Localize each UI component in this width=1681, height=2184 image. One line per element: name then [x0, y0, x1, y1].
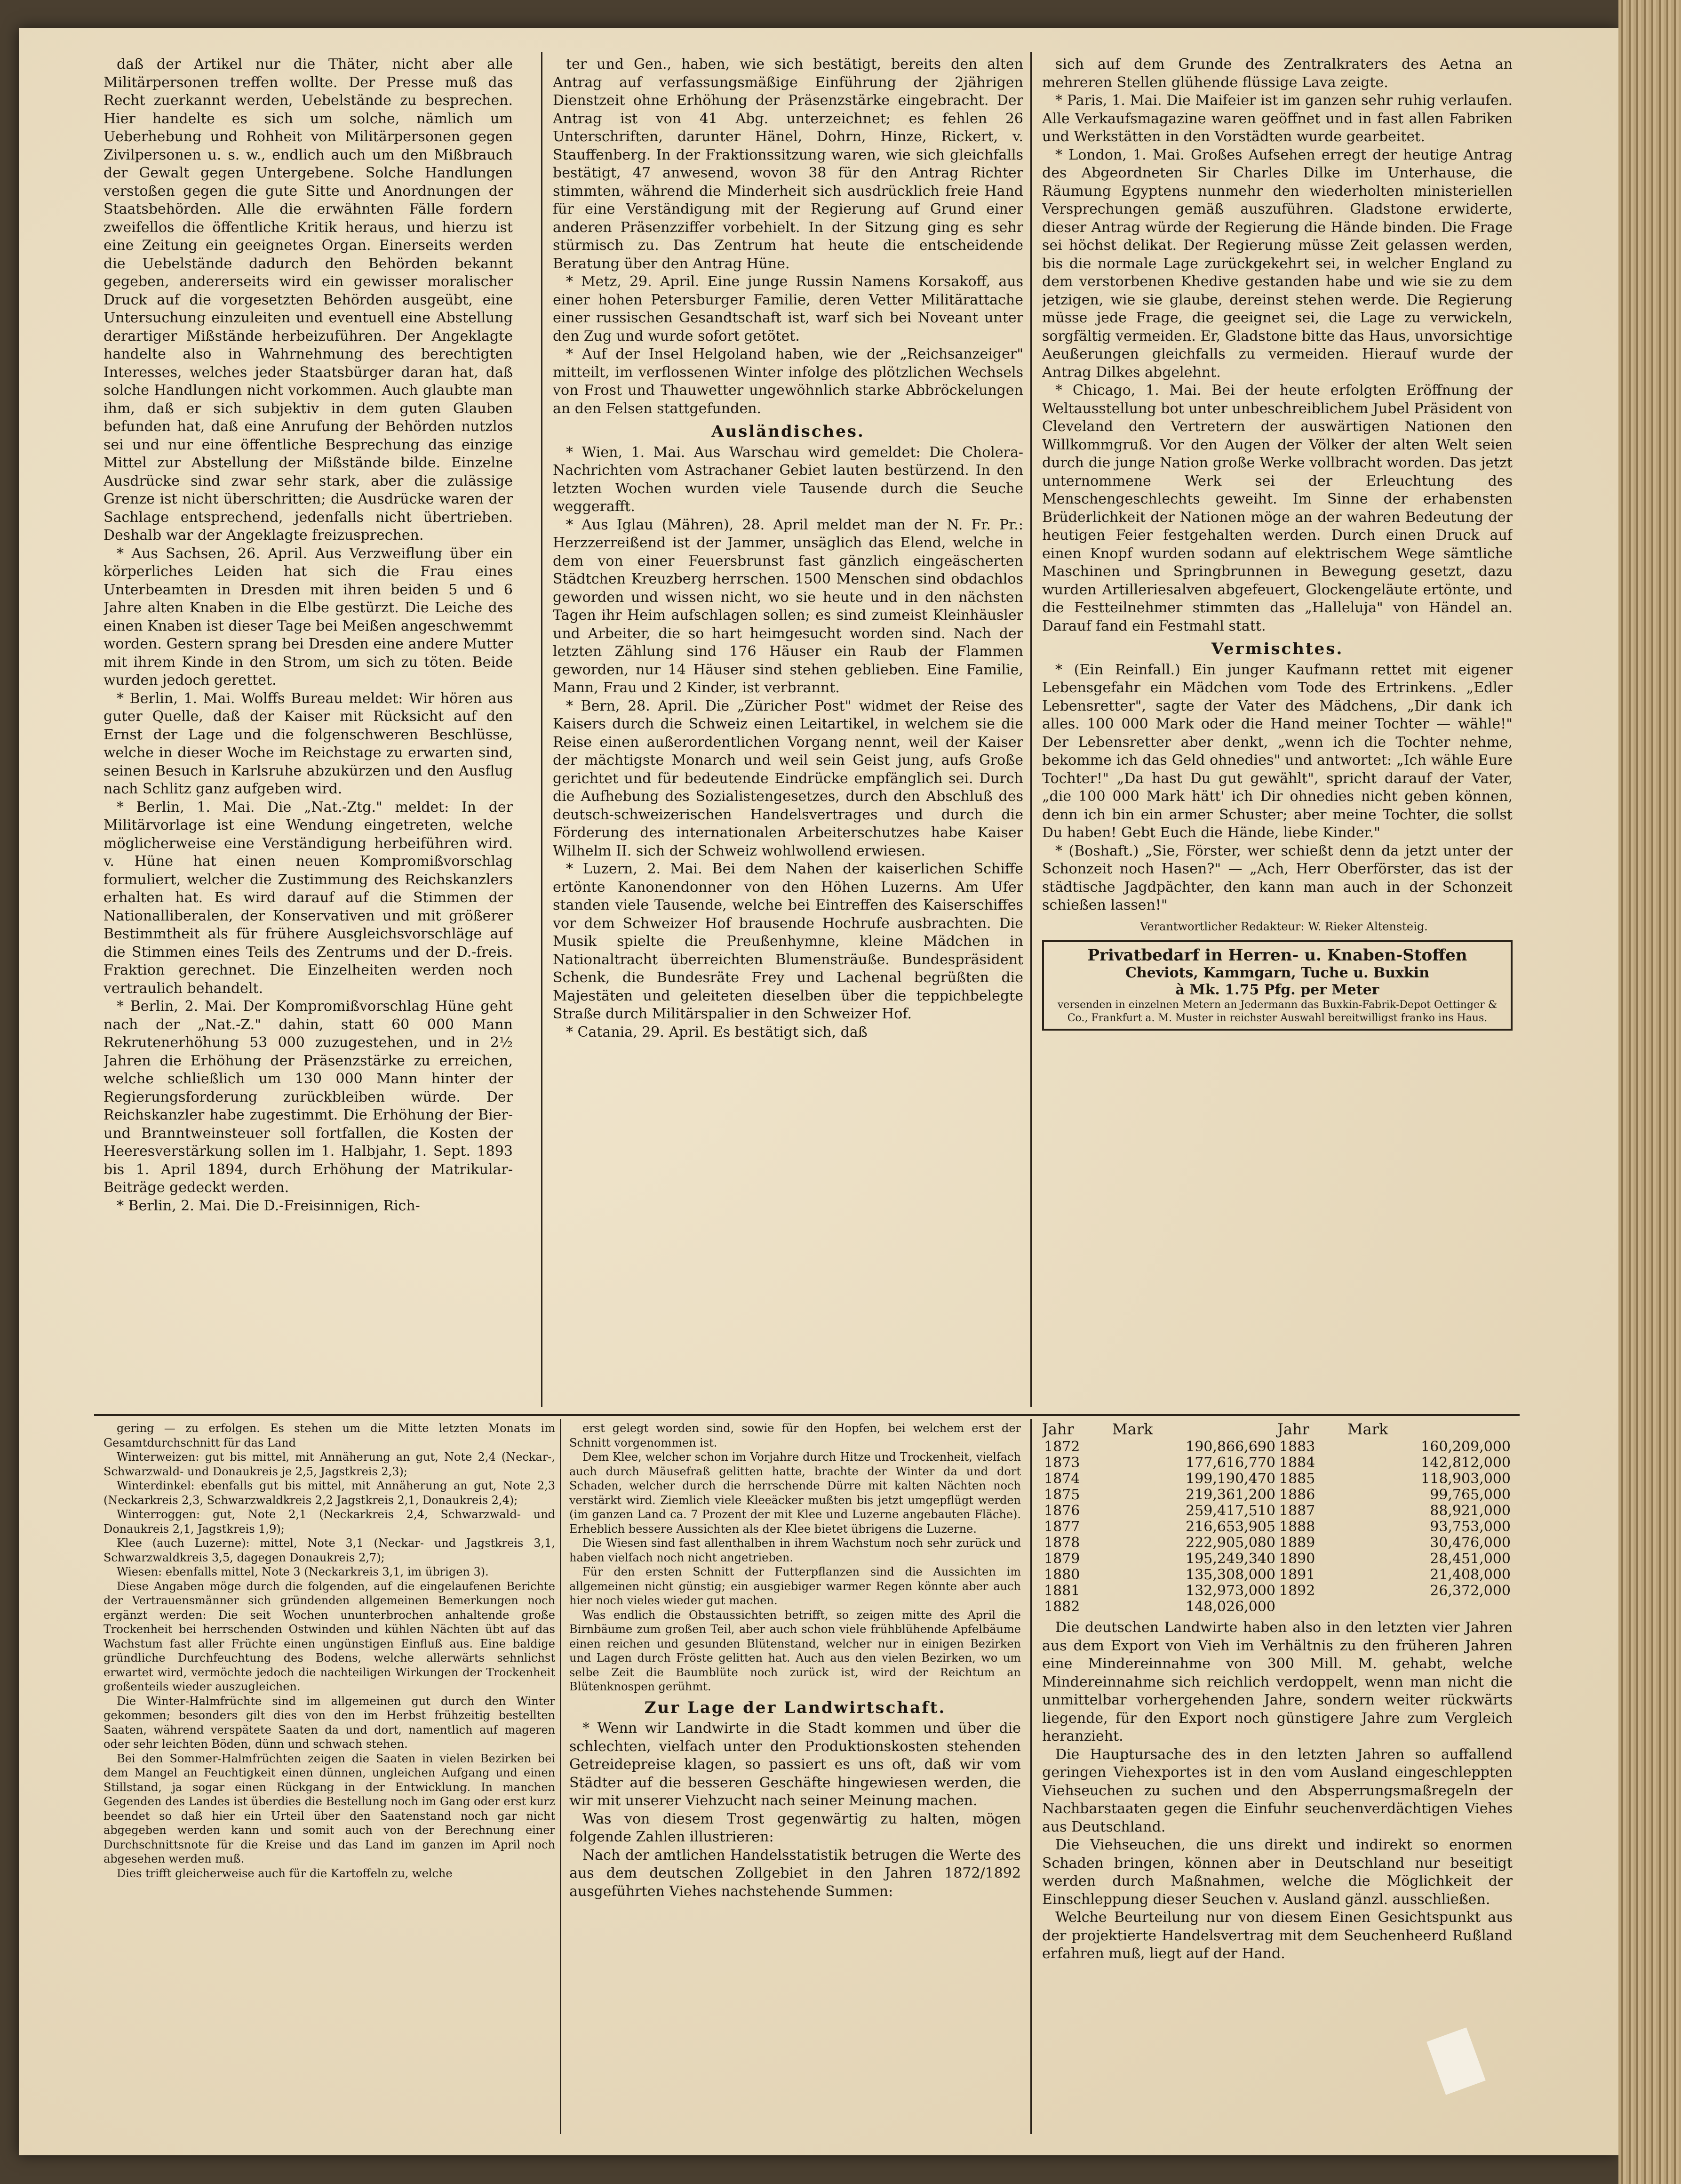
table-header-row — [1042, 1421, 1513, 1439]
table-row — [1042, 1455, 1513, 1471]
article-text: sich auf dem Grunde des Zentralkraters des Aetna an mehreren Stellen glühende flüssige Lava zeigte. — [1042, 56, 1513, 91]
section-heading-agriculture: Zur Lage der Landwirtschaft. — [644, 1698, 946, 1717]
export-table — [1042, 1421, 1513, 1615]
mark-cell: 88,921,000 — [1430, 1503, 1511, 1519]
year-cell: 1889 — [1279, 1535, 1315, 1551]
year-cell: 1883 — [1279, 1439, 1315, 1455]
article-text: Die Viehseuchen, die uns direkt und indirekt so enormen Schaden bringen, können aber in Deutschland nur beseitigt werden durch Maßnahmen, welche die Möglichkeit der Einschleppung dieser Seuchen v. Ausland gänzl. ausschließen. — [1042, 1837, 1513, 1908]
book-edge — [1618, 0, 1681, 2184]
mark-cell: 93,753,000 — [1430, 1519, 1511, 1535]
mark-cell: 26,372,000 — [1430, 1583, 1511, 1599]
newspaper-page — [19, 28, 1618, 2155]
year-cell: 1881 — [1044, 1583, 1080, 1599]
mark-cell: 118,903,000 — [1421, 1471, 1511, 1487]
report-text: Dem Klee, welcher schon im Vorjahre durch Hitze und Trockenheit, vielfach auch durch Mäusefraß gelitten hatte, brachte der Winter da und dort Schaden, welcher durch die herrschende Dürre mit kalten Nächten noch verstärkt wird. Ziemlich viele Kleeäcker mußten bis jetzt umgepflügt werden (im ganzen Land ca. 7 Prozent der mit Klee und Luzerne angebauten Fläche). Erheblich bessere Aussichten als der Klee bietet übrigens die Luzerne. — [569, 1450, 1021, 1536]
section-heading-foreign: Ausländisches. — [711, 422, 865, 441]
year-cell: 1872 — [1044, 1439, 1080, 1455]
ad-subtitle: Cheviots, Kammgarn, Tuche u. Buxkin — [1125, 965, 1429, 981]
article-text: Die deutschen Landwirte haben also in den letzten vier Jahren aus dem Export von Vieh im Verhältnis zu den früheren Jahren eine Mindereinnahme von 300 Mill. M. gehabt, welche Mindereinnahme sich reichlich verdoppelt, wenn man nicht die unmittelbar vorhergehenden Jahre, sondern weiter rückwärts liegende, für den Export noch günstigere Jahre zum Vergleich heranzieht. — [1042, 1619, 1513, 1744]
column-divider — [560, 1419, 561, 2134]
header-year: Jahr — [1042, 1421, 1074, 1438]
article-text: * Luzern, 2. Mai. Bei dem Nahen der kaiserlichen Schiffe ertönte Kanonendonner von den Höhen Luzerns. Am Ufer standen viele Tausende, welche bei Eintreffen des Kaiserschiffes vor dem Schweizer Hof brausende Hochrufe ausbrachten. Die Musik spielte die Preußenhymne, kleine Mädchen in Nationaltracht überreichten Blumensträuße. Bundespräsident Schenk, die Bundesräte Frey und Lachenal begrüßten die Majestäten und geleiteten dieselben über die teppichbelegte Straße durch Militärspalier in den Schweizer Hof. — [553, 861, 1023, 1022]
report-text: Winterweizen: gut bis mittel, mit Annäherung an gut, Note 2,4 (Neckar-, Schwarzwald- und Donaukreis je 2,5, Jagstkreis 2,3); — [104, 1450, 555, 1478]
article-text: * London, 1. Mai. Großes Aufsehen erregt der heutige Antrag des Abgeordneten Sir Charles Dilke im Unterhause, die Räumung Egyptens nunmehr den wiederholten ministeriellen Versprechungen gemäß auszuführen. Gladstone erwiderte, dieser Antrag würde der Regierung die Hände binden. Die Frage sei höchst delikat. Der Regierung müsse Zeit gelassen werden, bis die normale Lage zurückgekehrt sei, in welcher England zu dem verstorbenen Khedive gestanden habe und wie sie zu dem jetzigen, wie sie glaube, dereinst stehen werde. Die Regierung müsse jede Frage, die geeignet sei, die Lage zu verwickeln, sorgfältig vermeiden. Er, Gladstone bitte das Haus, unvorsichtige Aeußerungen gleichfalls zu vermeiden. Hierauf wurde der Antrag Dilkes abgelehnt. — [1042, 146, 1513, 381]
year-cell: 1884 — [1279, 1455, 1315, 1471]
article-text: Was von diesem Trost gegenwärtig zu halten, mögen folgende Zahlen illustrieren: — [569, 1810, 1021, 1845]
mark-cell: 177,616,770 — [1186, 1455, 1275, 1471]
table-row — [1042, 1583, 1513, 1599]
ad-title: Privatbedarf in Herren- u. Knaben-Stoffen — [1087, 946, 1467, 965]
year-cell: 1888 — [1279, 1519, 1315, 1535]
year-cell: 1880 — [1044, 1567, 1080, 1583]
mark-cell: 160,209,000 — [1421, 1439, 1511, 1455]
article-text: daß der Artikel nur die Thäter, nicht aber alle Militärpersonen treffen wollte. Der Presse muß das Recht zuerkannt werden, Uebelstände zu besprechen. Hier handelte es sich um solche, nämlich um Ueberhebung und Rohheit von Militärpersonen gegen Zivilpersonen u. s. w., endlich auch um den Mißbrauch der Gewalt gegen Untergebene. Solche Handlungen verstoßen gegen die gute Sitte und Anordnungen der Staatsbehörden. Alle die erwähnten Fälle fordern zweifellos die öffentliche Kritik heraus, und hierzu ist eine Zeitung ein geeignetes Organ. Einerseits werden die Uebelstände dadurch den Behörden bekannt gegeben, andererseits wird ein gewisser moralischer Druck auf die vorgesetzten Behörden ausgeübt, eine Untersuchung einzuleiten und eventuell eine Abstellung derartiger Mißstände herbeizuführen. Der Angeklagte handelte also in Wahrnehmung des berechtigten Interesses, welches jeder Staatsbürger daran hat, daß solche Handlungen nicht vorkommen. Auch glaubte man ihm, daß er sich subjektiv in dem guten Glauben befunden hat, daß eine Anrufung der Behörden nutzlos sei und nur eine öffentliche Besprechung das einzige Mittel zur Abstellung der Mißstände bilde. Einzelne Ausdrücke sind zwar sehr stark, aber die zulässige Grenze ist nicht überschritten; die Ausdrücke waren der Sachlage entsprechend, jedenfalls nicht übertrieben. Deshalb war der Angeklagte freizusprechen. — [104, 56, 513, 544]
report-text: Winterroggen: gut, Note 2,1 (Neckarkreis 2,4, Schwarzwald- und Donaukreis 2,1, Jagstkreis 1,9); — [104, 1508, 555, 1536]
report-text: Wiesen: ebenfalls mittel, Note 3 (Neckarkreis 3,1, im übrigen 3). — [117, 1565, 489, 1578]
ad-details: versenden in einzelnen Metern an Jedermann das Buxkin-Fabrik-Depot Oettinger & Co., Frankfurt a. M. Muster in reichster Auswahl bereitwilligst franko ins Haus. — [1057, 999, 1498, 1024]
article-text: * Auf der Insel Helgoland haben, wie der „Reichsanzeiger" mitteilt, im verflossenen Winter infolge des plötzlichen Wechsels von Frost und Thauwetter ungewöhnlich starke Abbröckelungen an den Felsen stattgefunden. — [553, 346, 1023, 417]
column-divider — [1030, 52, 1032, 1407]
year-cell: 1875 — [1044, 1487, 1080, 1503]
table-row — [1042, 1439, 1513, 1455]
report-text: Klee (auch Luzerne): mittel, Note 3,1 (Neckar- und Jagstkreis 3,1, Schwarzwaldkreis 3,5, dagegen Donaukreis 2,7); — [104, 1536, 555, 1564]
column-divider — [1030, 1419, 1032, 2134]
year-cell: 1877 — [1044, 1519, 1080, 1535]
year-cell: 1891 — [1279, 1567, 1315, 1583]
article-text: * Wenn wir Landwirte in die Stadt kommen und über die schlechten, vielfach unter den Produktionskosten stehenden Getreidepreise klagen, so passiert es uns oft, daß wir vom Städter auf die besseren Geschäfte hingewiesen werden, die wir mit unserer Viehzucht nach seiner Meinung machen. — [569, 1720, 1021, 1809]
year-cell: 1890 — [1279, 1551, 1315, 1567]
table-row — [1042, 1503, 1513, 1519]
table-row — [1042, 1551, 1513, 1567]
article-text: * Paris, 1. Mai. Die Maifeier ist im ganzen sehr ruhig verlaufen. Alle Verkaufsmagazine waren geöffnet und in fast allen Fabriken und Werkstätten in den Vorstädten wurde gearbeitet. — [1042, 92, 1513, 145]
section-heading-misc: Vermischtes. — [1211, 640, 1344, 658]
header-mark: Mark — [1112, 1421, 1153, 1438]
report-text: erst gelegt worden sind, sowie für den Hopfen, bei welchem erst der Schnitt vorgenommen ist. — [569, 1422, 1021, 1449]
mark-cell: 219,361,200 — [1186, 1487, 1275, 1503]
year-cell — [1277, 1599, 1347, 1615]
article-text: * Wien, 1. Mai. Aus Warschau wird gemeldet: Die Cholera-Nachrichten vom Astrachaner Gebiet lauten bestürzend. In den letzten Wochen wurden viele Tausende durch die Seuche weggerafft. — [553, 444, 1023, 515]
year-cell: 1887 — [1279, 1503, 1315, 1519]
report-text: Dies trifft gleicherweise auch für die Kartoffeln zu, welche — [117, 1866, 453, 1880]
bottom-column-1 — [104, 1421, 555, 2136]
report-text: Bei den Sommer-Halmfrüchten zeigen die Saaten in vielen Bezirken bei dem Mangel an Feuchtigkeit einen dünnen, ungleichen Aufgang und einen Stillstand, ja sogar einen Rückgang in der Entwicklung. In manchen Gegenden des Landes ist überdies die Bestellung noch im Gang oder erst kurz beendet so daß hier ein Urteil über den Saatenstand noch gar nicht abgegeben werden kann und somit auch von der Berechnung einer Durchschnittsnote für die Kreise und das Land im ganzen im April noch abgesehen werden muß. — [104, 1752, 555, 1865]
export-table-body — [1042, 1439, 1513, 1615]
article-text: * (Ein Reinfall.) Ein junger Kaufmann rettet mit eigener Lebensgefahr ein Mädchen vom Tode des Ertrinkens. „Edler Lebensretter", sagte der Vater des Mädchens, „Dir dank ich alles. 100 000 Mark oder die Hand meiner Tochter — wähle!" Der Lebensretter aber denkt, „wenn ich die Tochter nehme, bekomme ich das Geld ohnedies" und antwortet: „Ich wähle Eure Tochter!" „Da hast Du gut gewählt", spricht darauf der Vater, „die 100 000 Mark hätt' ich Dir ohnedies nicht geben können, denn ich bin ein armer Schuster; aber meine Tochter, die sollst Du haben! Gebt Euch die Hände, liebe Kinder." — [1042, 661, 1513, 841]
year-cell: 1873 — [1044, 1455, 1080, 1471]
mark-cell: 222,905,080 — [1186, 1535, 1275, 1551]
mark-cell — [1347, 1599, 1513, 1615]
year-cell: 1876 — [1044, 1503, 1080, 1519]
mark-cell: 190,866,690 — [1186, 1439, 1275, 1455]
article-text: Welche Beurteilung nur von diesem Einen Gesichtspunkt aus der projektierte Handelsvertrag mit dem Seuchenheerd Rußland erfahren muß, liegt auf der Hand. — [1042, 1909, 1513, 1962]
year-cell: 1885 — [1279, 1471, 1315, 1487]
article-text: Nach der amtlichen Handelsstatistik betrugen die Werte des aus dem deutschen Zollgebiet in den Jahren 1872/1892 ausgeführten Viehes nachstehende Summen: — [569, 1847, 1021, 1900]
ad-price: à Mk. 1.75 Pfg. per Meter — [1175, 982, 1379, 998]
mark-cell: 148,026,000 — [1186, 1599, 1275, 1615]
year-cell: 1879 — [1044, 1551, 1080, 1567]
year-cell: 1892 — [1279, 1583, 1315, 1599]
report-text: Die Winter-Halmfrüchte sind im allgemeinen gut durch den Winter gekommen; besonders gilt dies von den im Herbst frühzeitig bestellten Saaten, während verspätete Saaten da und dort, namentlich auf mageren oder sehr leichten Böden, dünn und schwach stehen. — [104, 1694, 555, 1751]
mark-cell: 195,249,340 — [1186, 1551, 1275, 1567]
article-text: * Berlin, 2. Mai. Die D.-Freisinnigen, Rich- — [117, 1197, 420, 1214]
mark-cell: 28,451,000 — [1430, 1551, 1511, 1567]
year-cell: 1874 — [1044, 1471, 1080, 1487]
report-text: Diese Angaben möge durch die folgenden, auf die eingelaufenen Berichte der Vertrauensmänner sich gründenden allgemeinen Bemerkungen noch ergänzt werden: Die seit Wochen ununterbrochen anhaltende große Trockenheit bei herrschenden Ostwinden und kühlen Nächten übt auf das Wachstum fast aller Früchte einen ungünstigen Einfluß aus. Eine baldige gründliche Durchfeuchtung des Bodens, welche allerwärts sehnlichst erwartet wird, vermöchte jedoch die nachteiligen Wirkungen der Trockenheit großenteils wieder auszugleichen. — [104, 1579, 555, 1693]
table-row — [1042, 1567, 1513, 1583]
article-text: * Aus Sachsen, 26. April. Aus Verzweiflung über ein körperliches Leiden hat sich die Frau eines Unterbeamten in Dresden mit ihren beiden 5 und 6 Jahre alten Knaben in die Elbe gestürzt. Die Leiche des einen Knaben ist dieser Tage bei Meißen angeschwemmt worden. Gestern sprang bei Dresden eine andere Mutter mit ihrem Kinde in den Strom, um sich zu töten. Beide wurden jedoch gerettet. — [104, 545, 513, 688]
bottom-column-2 — [569, 1421, 1021, 2136]
mark-cell: 216,653,905 — [1186, 1519, 1275, 1535]
header-year: Jahr — [1277, 1421, 1309, 1438]
header-mark: Mark — [1347, 1421, 1388, 1438]
article-text: * Bern, 28. April. Die „Züricher Post" widmet der Reise des Kaisers durch die Schweiz einen Leitartikel, in welchem sie die Reise einen außerordentlichen Vorgang nennt, weil der Kaiser der mächtigste Monarch und weil sein Geist jung, aufs Große gerichtet und für bedeutende Eindrücke empfänglich sei. Durch die Aufhebung des Sozialistengesetzes, durch den Abschluß des deutsch-schweizerischen Handelsvertrages und durch die Förderung des internationalen Arbeiterschutzes habe Kaiser Wilhelm II. sich der Schweiz wohlwollend erwiesen. — [553, 697, 1023, 859]
article-text: * Catania, 29. April. Es bestätigt sich, daß — [566, 1024, 868, 1040]
advertisement — [1042, 940, 1513, 1031]
article-text: * Metz, 29. April. Eine junge Russin Namens Korsakoff, aus einer hohen Petersburger Familie, deren Vetter Militärattache einer russischen Gesandtschaft ist, warf sich bei Noveant unter den Zug und wurde sofort getötet. — [553, 273, 1023, 344]
mark-cell: 30,476,000 — [1430, 1535, 1511, 1551]
editor-line: Verantwortlicher Redakteur: W. Rieker Altensteig. — [1140, 920, 1428, 933]
article-text: * Chicago, 1. Mai. Bei der heute erfolgten Eröffnung der Weltausstellung bot unter unbeschreiblichem Jubel Präsident von Cleveland den Vertretern der auswärtigen Nationen den Willkommgruß. Vor den Augen der Völker der alten Welt seien durch die junge Nation große Werke vollbracht worden. Das jetzt unternommene Werk sei der Erleuchtung des Menschengeschlechts geweiht. Im Sinne der erhabensten Brüderlichkeit der Nationen möge an der wahren Bedeutung der heutigen Feier festgehalten werden. Durch einen Druck auf einen Knopf wurden sodann auf elektrischem Wege sämtliche Maschinen und Springbrunnen in Bewegung gesetzt, dazu wurden Artilleriesalven abgefeuert, Glockengeläute ertönte, und die Festteilnehmer stimmten das „Halleluja" von Händel an. Darauf fand ein Festmahl statt. — [1042, 382, 1513, 634]
column-3 — [1042, 56, 1513, 1411]
mark-cell: 199,190,470 — [1186, 1471, 1275, 1487]
article-text: * Berlin, 1. Mai. Die „Nat.-Ztg." meldet: In der Militärvorlage ist eine Wendung eingetreten, welche möglicherweise eine Verständigung herbeiführen wird. v. Hüne hat einen neuen Kompromißvorschlag formuliert, welcher die Zustimmung des Reichskanzlers erhalten hat. Es wird darauf auf die Stimmen der Nationalliberalen, der Konservativen und mit größerer Bestimmtheit als für frühere Ausgleichsvorschläge auf die Stimmen eines Teils des Zentrums und der D.-freis. Fraktion gerechnet. Die Einzelheiten werden noch vertraulich behandelt. — [104, 799, 513, 997]
mark-cell: 21,408,000 — [1430, 1567, 1511, 1583]
article-text: * (Boshaft.) „Sie, Förster, wer schießt denn da jetzt unter der Schonzeit noch Hasen?" — „Ach, Herr Oberförster, das ist der städtische Jagdpächter, den kann man auch in der Schonzeit schießen lassen!" — [1042, 842, 1513, 913]
table-row — [1042, 1519, 1513, 1535]
year-cell: 1878 — [1044, 1535, 1080, 1551]
bottom-column-3 — [1042, 1421, 1513, 2136]
mark-cell: 99,765,000 — [1430, 1487, 1511, 1503]
report-text: Die Wiesen sind fast allenthalben in ihrem Wachstum noch sehr zurück und haben vielfach noch nicht angetrieben. — [569, 1536, 1021, 1564]
article-text: * Berlin, 2. Mai. Der Kompromißvorschlag Hüne geht nach der „Nat.-Z." dahin, statt 60 000 Mann Rekrutenerhöhung 53 000 zuzugestehen, und in 2½ Jahren die Erhöhung der Präsenzstärke zu erreichen, welche schließlich um 130 000 Mann hinter der Regierungsforderung zurückbleiben würde. Der Reichskanzler habe zugestimmt. Die Erhöhung der Bier- und Branntweinsteuer soll fortfallen, die Kosten der Heeresverstärkung sollen im 1. Halbjahr, 1. Sept. 1893 bis 1. April 1894, durch Erhöhung der Matrikular-Beiträge gedeckt werden. — [104, 998, 513, 1196]
column-2 — [553, 56, 1023, 1401]
table-row — [1042, 1599, 1513, 1615]
mark-cell: 142,812,000 — [1421, 1455, 1511, 1471]
mark-cell: 259,417,510 — [1186, 1503, 1275, 1519]
article-text: * Aus Iglau (Mähren), 28. April meldet man der N. Fr. Pr.: Herzzerreißend ist der Jammer, unsäglich das Elend, welche in dem von einer Feuersbrunst fast gänzlich eingeäscherten Städtchen Kreuzberg herrschen. 1500 Menschen sind obdachlos geworden und wissen nicht, wo sie heute und in den nächsten Tagen ihr Heim aufschlagen sollen; es sind zumeist Kleinhäusler und Arbeiter, die so hart heimgesucht worden sind. Nach der letzten Zählung sind 176 Häuser ein Raub der Flammen geworden, nur 14 Häuser sind stehen geblieben. Eine Familie, Mann, Frau und 2 Kinder, ist verbrannt. — [553, 516, 1023, 696]
report-text: Was endlich die Obstaussichten betrifft, so zeigen mitte des April die Birnbäume zum großen Teil, aber auch schon viele frühblühende Apfelbäume einen reichen und gesunden Blütenstand, welcher nur in einigen Bezirken und Lagen durch Fröste gelitten hat. Auch aus den vielen Bezirken, wo um selbe Zeit die Baumblüte noch zurück ist, wird der Reichtum an Blütenknospen gerühmt. — [569, 1608, 1021, 1693]
table-row — [1042, 1487, 1513, 1503]
table-row — [1042, 1535, 1513, 1551]
mark-cell: 132,973,000 — [1186, 1583, 1275, 1599]
year-cell: 1886 — [1279, 1487, 1315, 1503]
mark-cell: 135,308,000 — [1186, 1567, 1275, 1583]
article-text: ter und Gen., haben, wie sich bestätigt, bereits den alten Antrag auf verfassungsmäßige Einführung der 2jährigen Dienstzeit ohne Erhöhung der Präsenzstärke eingebracht. Der Antrag ist von 41 Abg. unterzeichnet; es fehlen 26 Unterschriften, darunter Hänel, Dohrn, Hinze, Rickert, v. Stauffenberg. In der Fraktionssitzung waren, wie sich gleichfalls bestätigt, 47 anwesend, wovon 38 für den Antrag Richter stimmten, während die Minderheit sich ausdrücklich freie Hand für eine Verständigung mit der Regierung auf Grund einer anderen Präsenzziffer vorbehielt. In der Sitzung ging es sehr stürmisch zu. Das Zentrum hat heute die entscheidende Beratung über den Antrag Hüne. — [553, 56, 1023, 272]
article-text: * Berlin, 1. Mai. Wolffs Bureau meldet: Wir hören aus guter Quelle, daß der Kaiser mit Rücksicht auf den Ernst der Lage und die folgenschweren Beschlüsse, welche in dieser Woche im Reichstage zu erwarten sind, seinen Besuch in Karlsruhe abzukürzen und den Ausflug nach Schlitz ganz aufgeben wird. — [104, 690, 513, 797]
report-text: Für den ersten Schnitt der Futterpflanzen sind die Aussichten im allgemeinen nicht günstig; ein ausgiebiger warmer Regen könnte aber auch hier noch vieles wieder gut machen. — [569, 1565, 1021, 1607]
report-text: Winterdinkel: ebenfalls gut bis mittel, mit Annäherung an gut, Note 2,3 (Neckarkreis 2,3, Schwarzwaldkreis 2,2 Jagstkreis 2,1, Donaukreis 2,4); — [104, 1479, 555, 1507]
column-1 — [104, 56, 513, 1401]
year-cell: 1882 — [1044, 1599, 1080, 1615]
column-divider — [541, 52, 542, 1407]
table-row — [1042, 1471, 1513, 1487]
report-text: gering — zu erfolgen. Es stehen um die Mitte letzten Monats im Gesamtdurchschnitt für das Land — [104, 1422, 555, 1449]
section-divider — [94, 1414, 1520, 1416]
article-text: Die Hauptursache des in den letzten Jahren so auffallend geringen Viehexportes ist in den vom Ausland eingeschleppten Viehseuchen zu suchen und den Absperrungsmaßregeln der Nachbarstaaten gegen die Einfuhr seuchenverdächtigen Viehes aus Deutschland. — [1042, 1746, 1513, 1835]
